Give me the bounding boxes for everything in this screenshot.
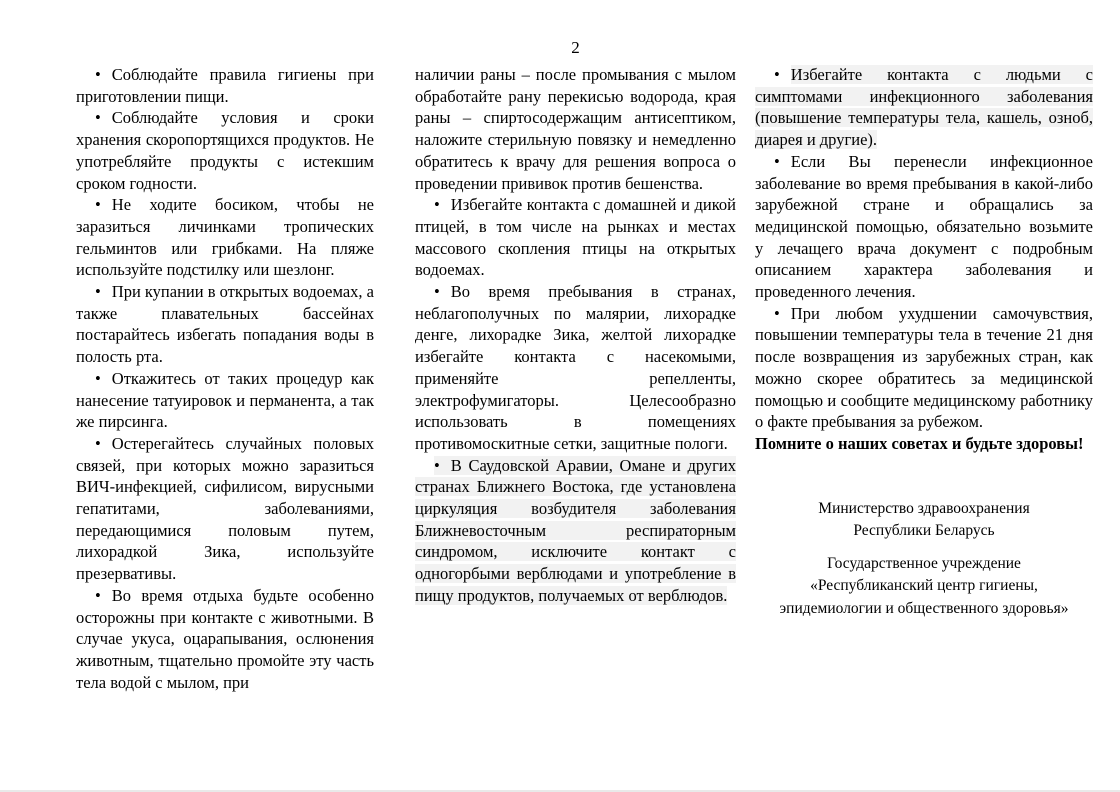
paragraph-text: Соблюдайте условия и сроки хранения скоропортящихся продуктов. Не употребляйте продукты с истекшим сроком годности. [76,108,374,193]
paragraph-text: Не ходите босиком, чтобы не заразиться личинками тропических гельминтов или грибками. На пляже используйте подстилку или шезлонг. [76,195,374,280]
bullet-paragraph [76,433,374,585]
paragraph-text: Помните о наших советах и будьте здоровы! [755,433,1084,453]
bullet-icon: • [95,585,101,605]
paragraph-text: Избегайте контакта с людьми с симптомами инфекционного заболевания (повышение температуры тела, кашель, озноб, диарея и другие). [755,65,1093,150]
paragraph-text: наличии раны – после промывания с мылом обработайте рану перекисью водорода, края раны – спиртосодержащим антисептиком, наложите стерильную повязку и немедленно обратитесь к врачу для решения вопроса о проведении прививок против бешенства. [415,65,736,193]
bullet-paragraph [76,585,374,694]
bullet-paragraph [76,281,374,368]
bullet-paragraph [755,151,1093,303]
bullet-icon: • [774,303,780,323]
page-number: 2 [571,38,580,57]
institution-block [755,553,1093,621]
institution-line: Государственное учреждение [827,554,1021,572]
bullet-icon: • [434,455,440,475]
bullet-icon: • [95,108,101,128]
bullet-icon: • [95,368,101,388]
column-1 [76,64,374,693]
bullet-paragraph [415,281,736,455]
institution-line: эпидемиологии и общественного здоровья» [779,599,1069,617]
bullet-icon: • [95,433,101,453]
paragraph-text: Во время пребывания в странах, неблагополучных по малярии, лихорадке денге, лихорадке Зика, желтой лихорадке избегайте контакта с насекомыми, применяйте репелленты, электрофумигаторы. Целесообразно использовать в помещениях противомоскитные сетки, защитные пологи. [415,282,736,453]
bullet-icon: • [95,65,101,84]
bullet-icon: • [434,282,440,302]
bullet-paragraph [76,64,374,107]
bullet-paragraph [76,194,374,281]
bullet-icon: • [95,282,101,302]
bullet-paragraph [76,368,374,433]
paragraph-text: Откажитесь от таких процедур как нанесение татуировок и перманента, а так же пирсинга. [76,368,374,432]
closing-statement [755,433,1093,455]
paragraph-text: Во время отдыха будьте особенно осторожны при контакте с животными. В случае укуса, оцарапывания, ослюнения животным, тщательно промойте эту часть тела водой с мылом, при [76,585,374,692]
paragraph-text: В Саудовской Аравии, Омане и других странах Ближнего Востока, где установлена циркуляция возбудителя заболевания Ближневосточным респираторным синдромом, исключите контакт с одногорбыми верблюдами и употребление в пищу продуктов, получаемых от верблюдов. [415,455,736,605]
bullet-paragraph-highlighted [755,64,1093,151]
bullet-icon: • [774,151,780,171]
column-2 [415,64,736,607]
paragraph-text: Избегайте контакта с домашней и дикой птицей, в том числе на рынках и местах массового скопления птицы на открытых водоемах. [415,195,736,280]
bullet-icon: • [774,65,780,84]
bullet-icon: • [434,195,440,215]
paragraph-text: Если Вы перенесли инфекционное заболевание во время пребывания в какой-либо зарубежной стране и обращались за медицинской помощью, обязательно возьмите у лечащего врача документ с подробным описанием характера заболевания и проведенного лечения. [755,151,1093,302]
ministry-block [755,498,1093,543]
bullet-paragraph-highlighted [415,455,736,607]
bullet-paragraph [76,107,374,194]
highlight-region [415,456,736,605]
paragraph-text: При любом ухудшении самочувствия, повышении температуры тела в течение 21 дня после возвращения из зарубежных стран, как можно скорее обратитесь за медицинской помощью и сообщите медицинскому работнику о факте пребывания за рубежом. [755,303,1093,432]
bullet-paragraph [755,303,1093,433]
continuation-paragraph [415,64,736,194]
ministry-line: Республики Беларусь [853,522,995,540]
institution-line: «Республиканский центр гигиены, [810,577,1038,595]
bullet-paragraph [415,194,736,281]
paragraph-text: Соблюдайте правила гигиены при приготовлении пищи. [76,65,374,106]
paragraph-text: Остерегайтесь случайных половых связей, при которых можно заразиться ВИЧ-инфекцией, сифилисом, вирусными гепатитами, заболеваниями, передающимися половым путем, лихорадкой Зика, используйте презервативы. [76,433,374,584]
bullet-icon: • [95,195,101,215]
paragraph-text: При купании в открытых водоемах, а также плавательных бассейнах постарайтесь избегать попадания воды в полость рта. [76,282,374,367]
column-3 [755,64,1093,620]
ministry-line: Министерство здравоохранения [818,499,1030,517]
